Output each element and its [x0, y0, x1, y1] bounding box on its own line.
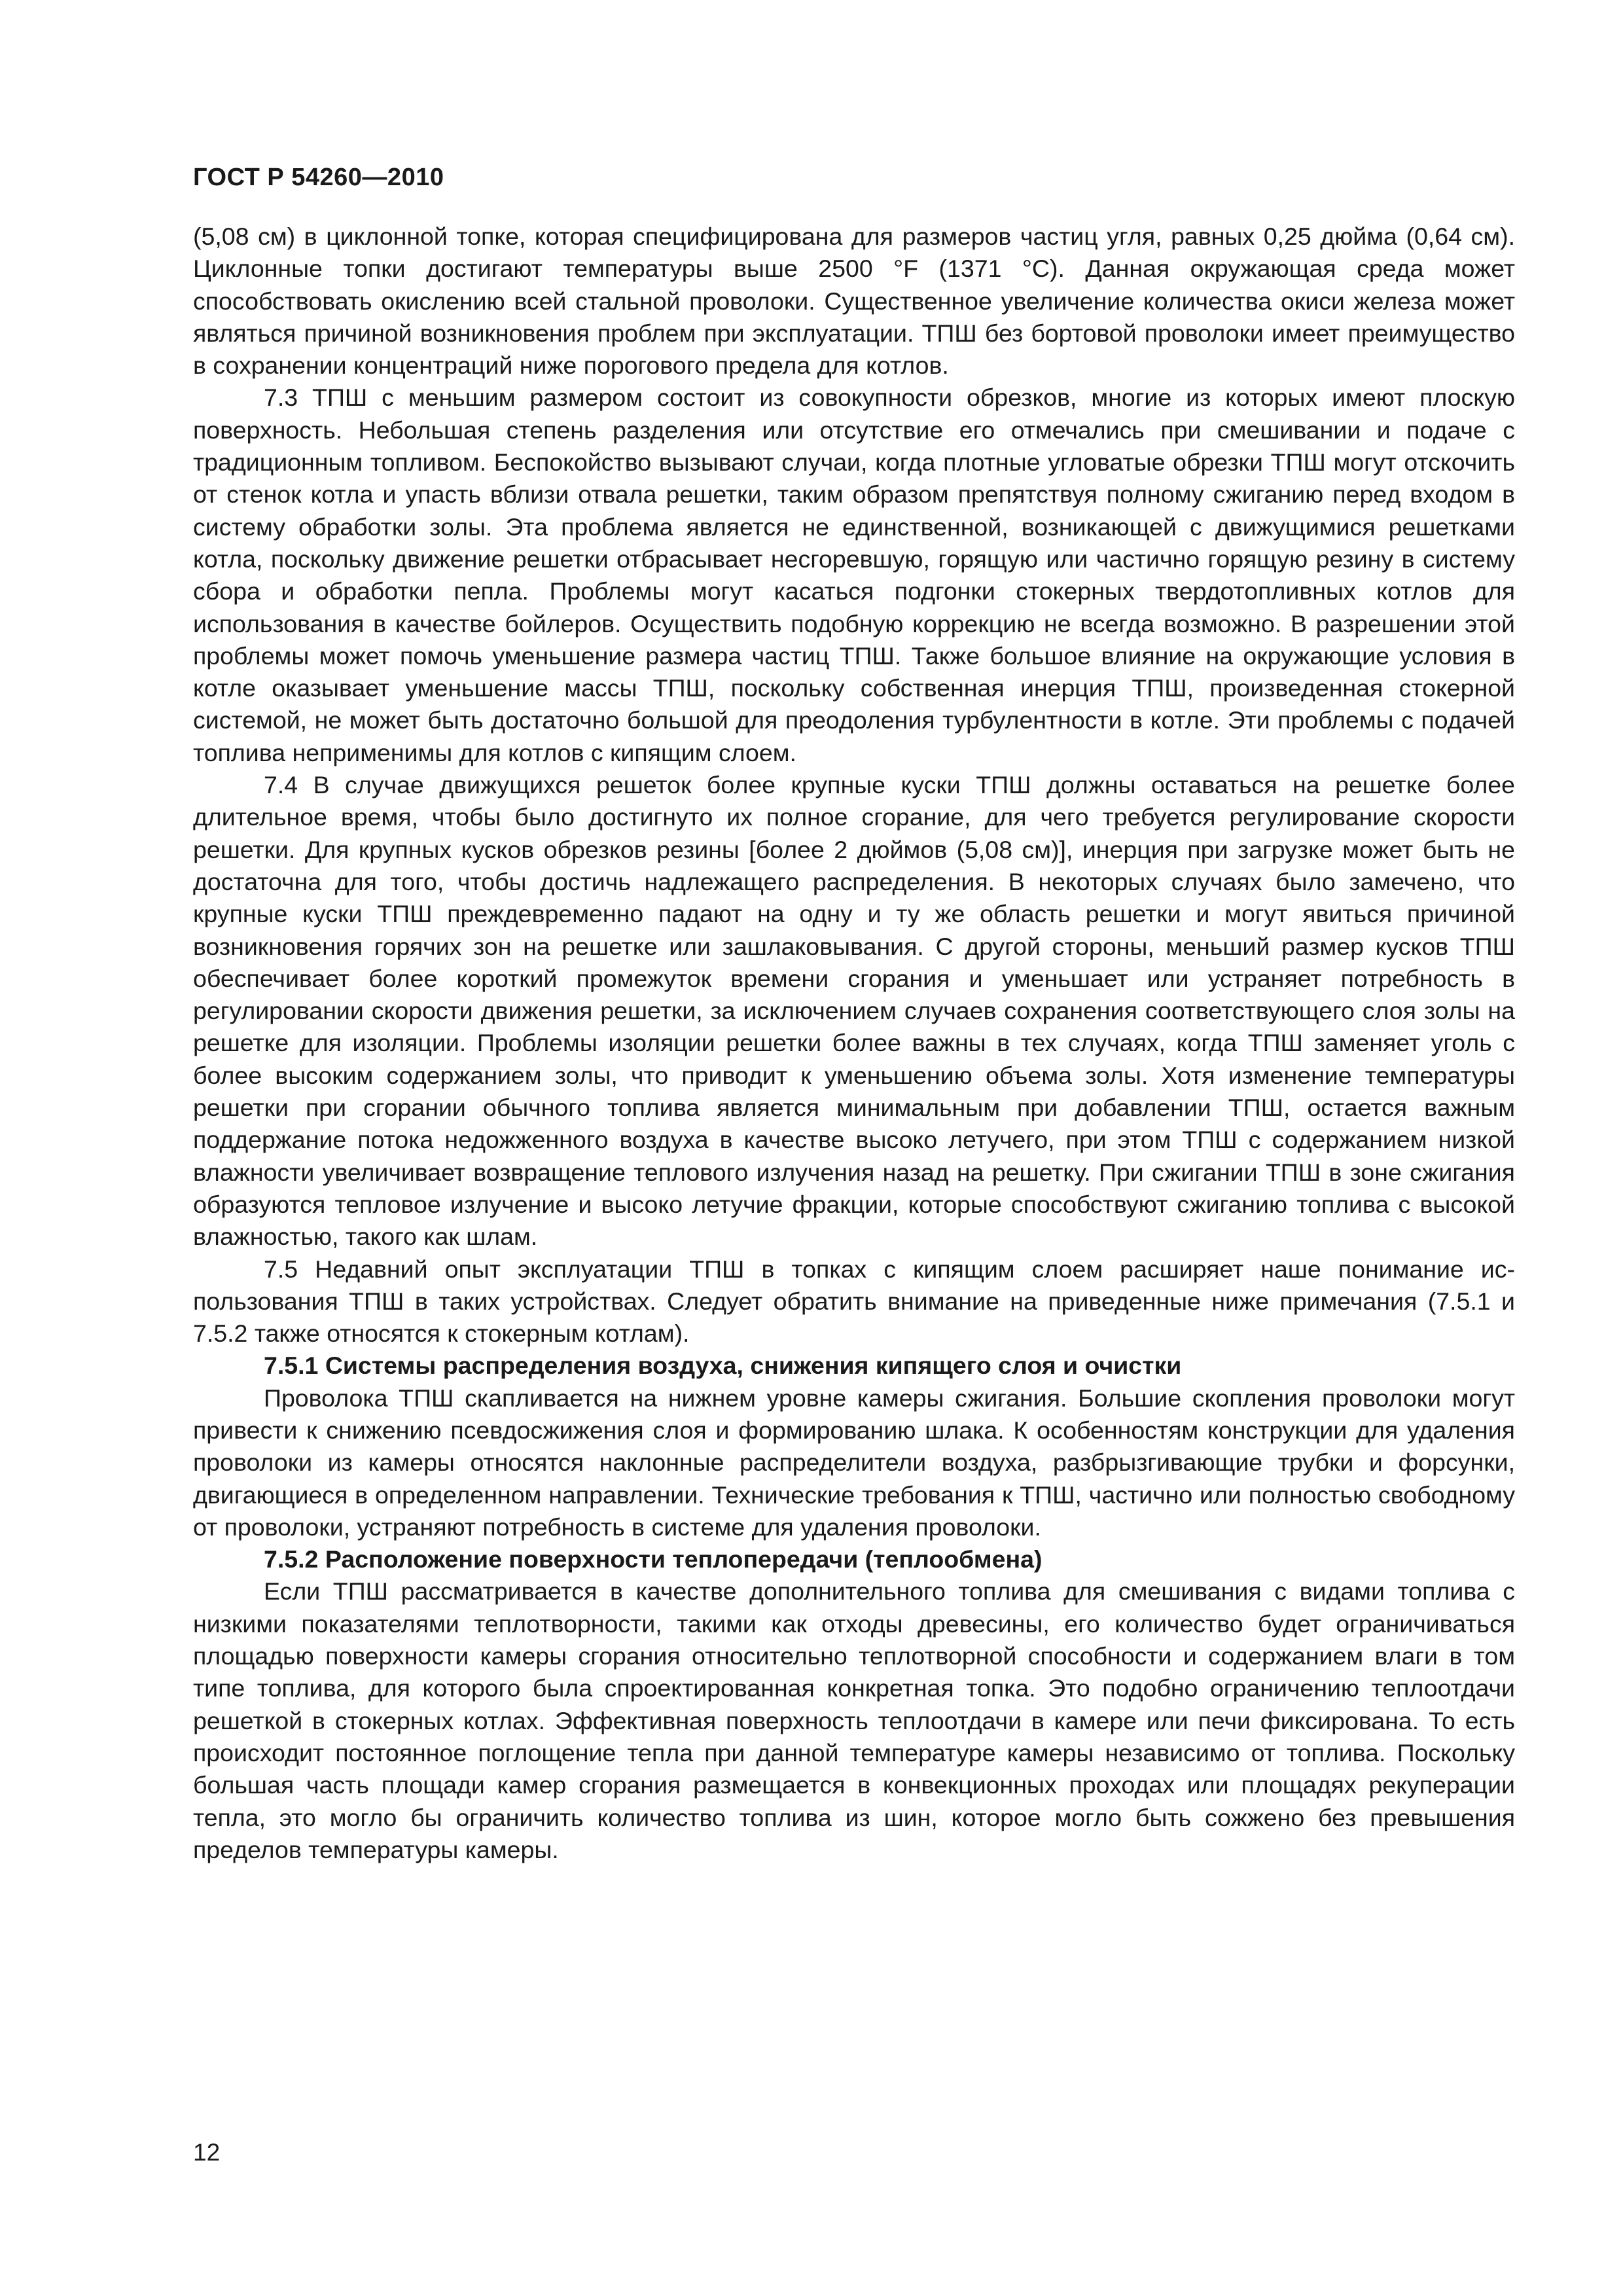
paragraph-7-5: 7.5 Недавний опыт эксплуатации ТПШ в топках с кипящим слоем расширяет наше понимание использования ТПШ в таких устройствах. Следует обратить внимание на приведенные ниже примечания (7.5.1 и 7.5.2 также относятся к стокерным котлам). — [193, 1255, 1515, 1348]
paragraph-7-4: 7.4 В случае движущихся решеток более крупные куски ТПШ должны оставаться на решетке более длительное время, чтобы было достигнуто их полное сгорание, для чего требуется регулирование скорости решетки. Для крупных кусков обрезков резины [более 2 дюймов (5,08 см)], инерция при загрузке может быть не достаточна для того, чтобы достичь надлежащего распределения. В некоторых случаях было замечено, что крупные куски ТПШ преждевременно падают на одну и ту же область решетки и могут явиться причиной возникновения горячих зон на решетке или зашлаковывания. С другой стороны, меньший размер кусков ТПШ обеспечивает более короткий промежуток времени сгорания и уменьшает или устраняет потребность в регулировании скорости движения решетки, за исключением случаев сохранения соответствующего слоя золы на решетке для изоляции. Проблемы изоляции решетки более важны в тех случаях, когда ТПШ заменяет уголь с более высоким содержанием золы, что приводит к уменьшению объема золы. Хотя изменение температуры решетки при сгорании обычного топлива является минимальным при добавлении ТПШ, остается важным поддержание потока недожженного воздуха в качестве высоко летучего, при этом ТПШ с содержанием низкой влажности увеличивает возвращение теплового излучения назад на решетку. При сжигании ТПШ в зоне сжигания образуются тепловое излучение и высоко летучие фракции, которые способствуют сжиганию топлива с высокой влажностью, такого как шлам. — [193, 771, 1515, 1251]
paragraph-7-3: 7.3 ТПШ с меньшим размером состоит из совокупности обрезков, многие из которых имеют плоскую поверхность. Небольшая степень разделения или отсутствие его отмечались при смешивании и подаче с традиционным топливом. Беспокойство вызывают случаи, когда плотные угловатые обрезки ТПШ могут отскочить от стенок котла и упасть вблизи отвала решетки, таким образом препятствуя полному сжиганию перед входом в систему обработки золы. Эта проблема является не единственной, возникающей с движущимися решетками котла, поскольку движение решетки отбрасывает несгоревшую, горящую или частично горящую резину в систему сбора и обработки пепла. Проблемы могут касаться подгонки стокерных твердотопливных котлов для использования в качестве бойлеров. Осуществить подобную коррекцию не всегда возможно. В разрешении этой проблемы может помочь уменьшение размера частиц ТПШ. Также большое влияние на окружающие условия в котле оказывает уменьшение массы ТПШ, поскольку собственная инерция ТПШ, произведенная стокерной системой, не может быть достаточно большой для преодоления турбулентности в котле. Эти проблемы с подачей топлива неприменимы для котлов с кипящим слоем. — [193, 384, 1515, 766]
document-header: ГОСТ Р 54260—2010 — [193, 164, 444, 191]
heading-7-5-2: 7.5.2 Расположение поверхности теплопередачи (теплообмена) — [264, 1545, 1043, 1573]
paragraph-7-5-2: Если ТПШ рассматривается в качестве дополнительного топлива для смешивания с видами топлива с низкими показателями теплотворности, такими как отходы древесины, его количество будет ограничиваться площадью поверхности камеры сгорания относительно теплотворной способности и содержанием влаги в том типе топлива, для которого была спроектированная конкретная топка. Это подобно ограничению теплоотдачи решеткой в стокерных котлах. Эффективная поверхность теплоотдачи в камере или печи фиксирована. То есть происходит постоянное поглощение тепла при данной температуре камеры независимо от топлива. Поскольку большая часть площади камер сгорания размещается в конвекционных проходах или площадях рекуперации тепла, это могло бы ограничить количество топлива из шин, которое могло быть сожжено без превышения пределов температуры камеры. — [193, 1577, 1515, 1863]
paragraph-7-5-1: Проволока ТПШ скапливается на нижнем уровне камеры сжигания. Большие скопления проволоки могут привести к снижению псевдосжижения слоя и формированию шлака. К особенностям конструкции для удаления проволоки из камеры относятся наклонные распределители воздуха, разбрызгивающие трубки и форсунки, двигающиеся в определенном направлении. Технические требования к ТПШ, частично или полностью свободному от проволоки, устраняют потребность в системе для удаления проволоки. — [193, 1384, 1515, 1541]
paragraph-continuation: (5,08 см) в циклонной топке, которая специфицирована для размеров частиц угля, равных 0,25 дюйма (0,64 см). Циклонные топки достигают температуры выше 2500 °F (1371 °С). Данная окружающая среда может способствовать окислению всей стальной проволоки. Существенное увеличение количества окиси железа может являться причиной возникновения проблем при эксплуатации. ТПШ без бортовой проволоки имеет преимущество в сохранении концентраций ниже порогового предела для котлов. — [193, 223, 1515, 380]
heading-7-5-1: 7.5.1 Системы распределения воздуха, снижения кипящего слоя и очистки — [264, 1352, 1182, 1380]
document-body — [193, 221, 1515, 1866]
page-number: 12 — [193, 2139, 221, 2166]
